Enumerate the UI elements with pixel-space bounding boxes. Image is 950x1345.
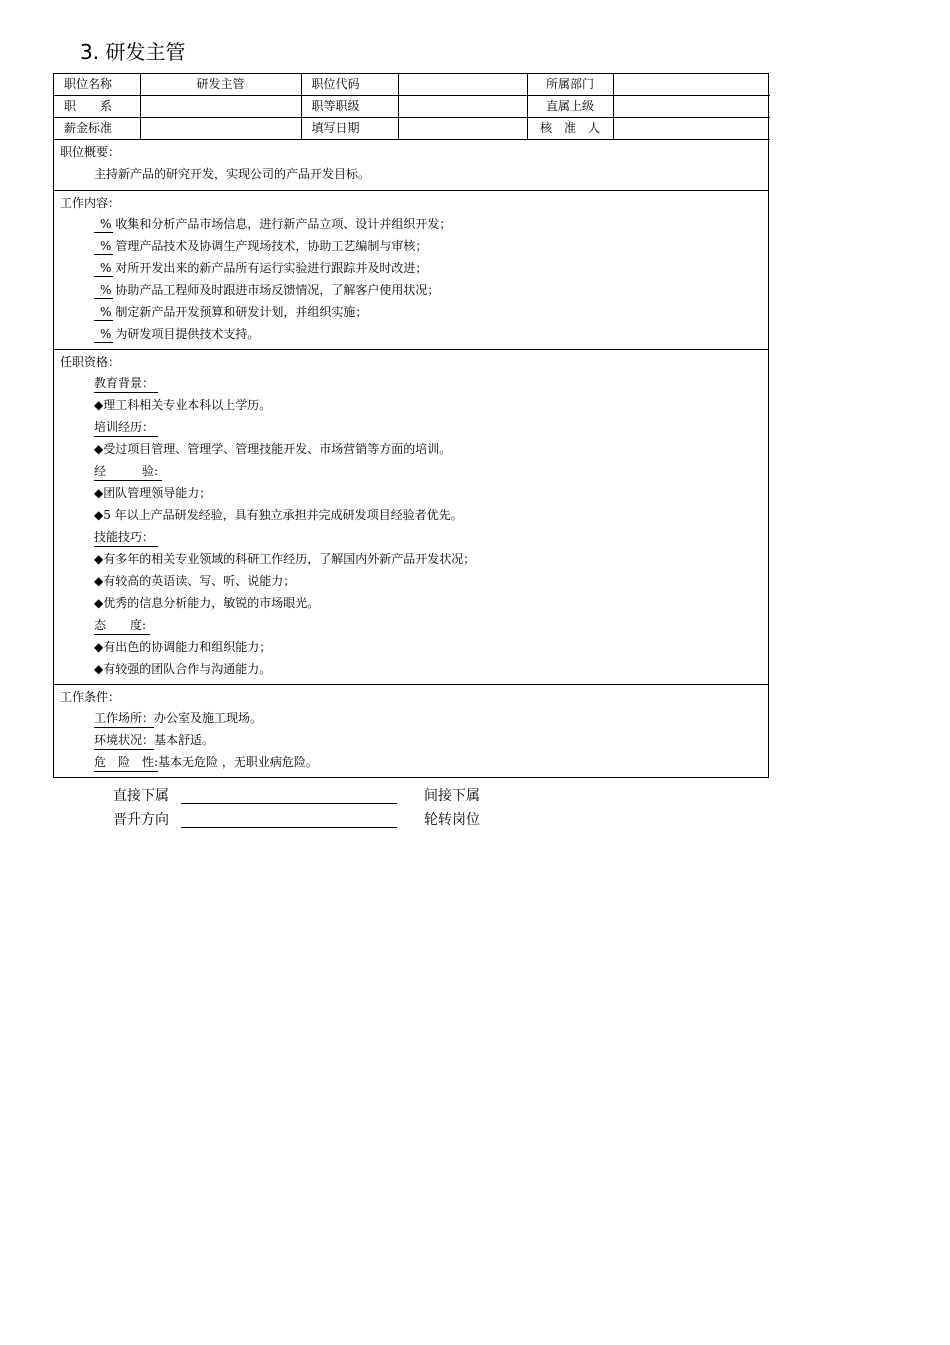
info-value	[398, 74, 527, 96]
rotation-label: 轮转岗位	[424, 812, 480, 828]
condition-value: 基本无危险 ，无职业病危险。	[158, 755, 318, 769]
duty-marker: %	[94, 216, 113, 233]
info-label: 所属部门	[527, 74, 613, 96]
info-value	[613, 96, 770, 118]
duty-marker: %	[94, 282, 113, 299]
info-label: 填写日期	[301, 118, 398, 140]
info-row	[54, 118, 770, 140]
duty-item	[60, 213, 762, 235]
direct-reports-label: 直接下属	[113, 788, 169, 804]
qualification-label: 技能技巧：	[94, 529, 158, 547]
condition-item	[60, 751, 762, 773]
info-value	[140, 118, 301, 140]
qualification-group	[60, 614, 762, 636]
qualification-group	[60, 526, 762, 548]
overview-heading: 职位概要：	[60, 145, 121, 159]
info-row	[54, 74, 770, 96]
qualifications-heading: 任职资格：	[60, 355, 121, 369]
footer-row-career	[0, 808, 950, 832]
conditions-heading: 工作条件：	[60, 690, 121, 704]
duty-text: 管理产品技术及协调生产现场技术，协助工艺编制与审核；	[115, 239, 428, 253]
direct-reports-line	[181, 803, 397, 804]
duties-heading: 工作内容：	[60, 196, 121, 210]
qualification-item: ◆有较强的团队合作与沟通能力。	[94, 662, 272, 676]
info-row	[54, 96, 770, 118]
indirect-reports-label: 间接下属	[424, 788, 480, 804]
info-label: 职位代码	[301, 74, 398, 96]
info-label: 薪金标准	[54, 118, 140, 140]
qualification-group	[60, 460, 762, 482]
info-label: 直属上级	[527, 96, 613, 118]
condition-label: 环境状况：	[94, 732, 154, 750]
duties-list	[60, 213, 762, 345]
info-value	[398, 96, 527, 118]
duty-text: 协助产品工程师及时跟进市场反馈情况，了解客户使用状况；	[115, 283, 440, 297]
duty-item	[60, 323, 762, 345]
info-value	[140, 96, 301, 118]
duty-text: 制定新产品开发预算和研发计划，并组织实施；	[115, 305, 368, 319]
duty-marker: %	[94, 304, 113, 321]
qualification-item: ◆优秀的信息分析能力，敏锐的市场眼光。	[94, 596, 320, 610]
qualification-item: ◆受过项目管理、管理学、管理技能开发、市场营销等方面的培训。	[94, 442, 452, 456]
qualification-group	[60, 416, 762, 438]
qualification-item: ◆有出色的协调能力和组织能力；	[94, 640, 272, 654]
info-value	[398, 118, 527, 140]
footer-relations	[0, 784, 950, 832]
job-description-sheet	[53, 73, 769, 778]
duty-marker: %	[94, 260, 113, 277]
overview-section	[54, 140, 768, 191]
duty-text: 收集和分析产品市场信息，进行新产品立项、设计并组织开发；	[115, 217, 452, 231]
info-value	[613, 74, 770, 96]
condition-value: 办公室及施工现场。	[154, 711, 263, 725]
page-title: 3. 研发主管	[80, 40, 186, 64]
overview-text: 主持新产品的研究开发，实现公司的产品开发目标。	[94, 167, 371, 181]
footer-row-reports	[0, 784, 950, 808]
qualification-item: ◆理工科相关专业本科以上学历。	[94, 398, 272, 412]
duty-text: 对所开发出来的新产品所有运行实验进行跟踪并及时改进；	[115, 261, 428, 275]
duty-item	[60, 301, 762, 323]
duty-text: 为研发项目提供技术支持。	[115, 327, 260, 341]
qualification-item: ◆有多年的相关专业领域的科研工作经历，了解国内外新产品开发状况；	[94, 552, 476, 566]
condition-label: 工作场所：	[94, 710, 154, 728]
qualification-label: 教育背景：	[94, 375, 158, 393]
duty-marker: %	[94, 326, 113, 343]
promotion-label: 晋升方向	[113, 812, 169, 828]
info-value: 研发主管	[140, 74, 301, 96]
duty-item	[60, 279, 762, 301]
promotion-line	[181, 827, 397, 828]
duty-marker: %	[94, 238, 113, 255]
qualification-group	[60, 372, 762, 394]
condition-value: 基本舒适。	[154, 733, 215, 747]
conditions-list	[60, 707, 762, 773]
info-label: 核 准 人	[527, 118, 613, 140]
qualification-item: ◆有较高的英语读、写、听、说能力；	[94, 574, 296, 588]
conditions-section	[54, 685, 768, 777]
qualifications-list	[60, 372, 762, 680]
qualification-label: 态 度:	[94, 617, 150, 635]
qualification-label: 培训经历：	[94, 419, 158, 437]
duty-item	[60, 257, 762, 279]
info-label: 职 系	[54, 96, 140, 118]
duties-section	[54, 191, 768, 350]
qualifications-section	[54, 350, 768, 685]
condition-label: 危 险 性:	[94, 754, 158, 772]
info-label: 职位名称	[54, 74, 140, 96]
qualification-item: ◆团队管理领导能力；	[94, 486, 212, 500]
position-info-table	[54, 74, 770, 140]
info-value	[613, 118, 770, 140]
duty-item	[60, 235, 762, 257]
info-label: 职等职级	[301, 96, 398, 118]
qualification-label: 经 验:	[94, 463, 162, 481]
qualification-item: ◆5 年以上产品研发经验，具有独立承担并完成研发项目经验者优先。	[94, 508, 463, 522]
condition-item	[60, 707, 762, 729]
condition-item	[60, 729, 762, 751]
